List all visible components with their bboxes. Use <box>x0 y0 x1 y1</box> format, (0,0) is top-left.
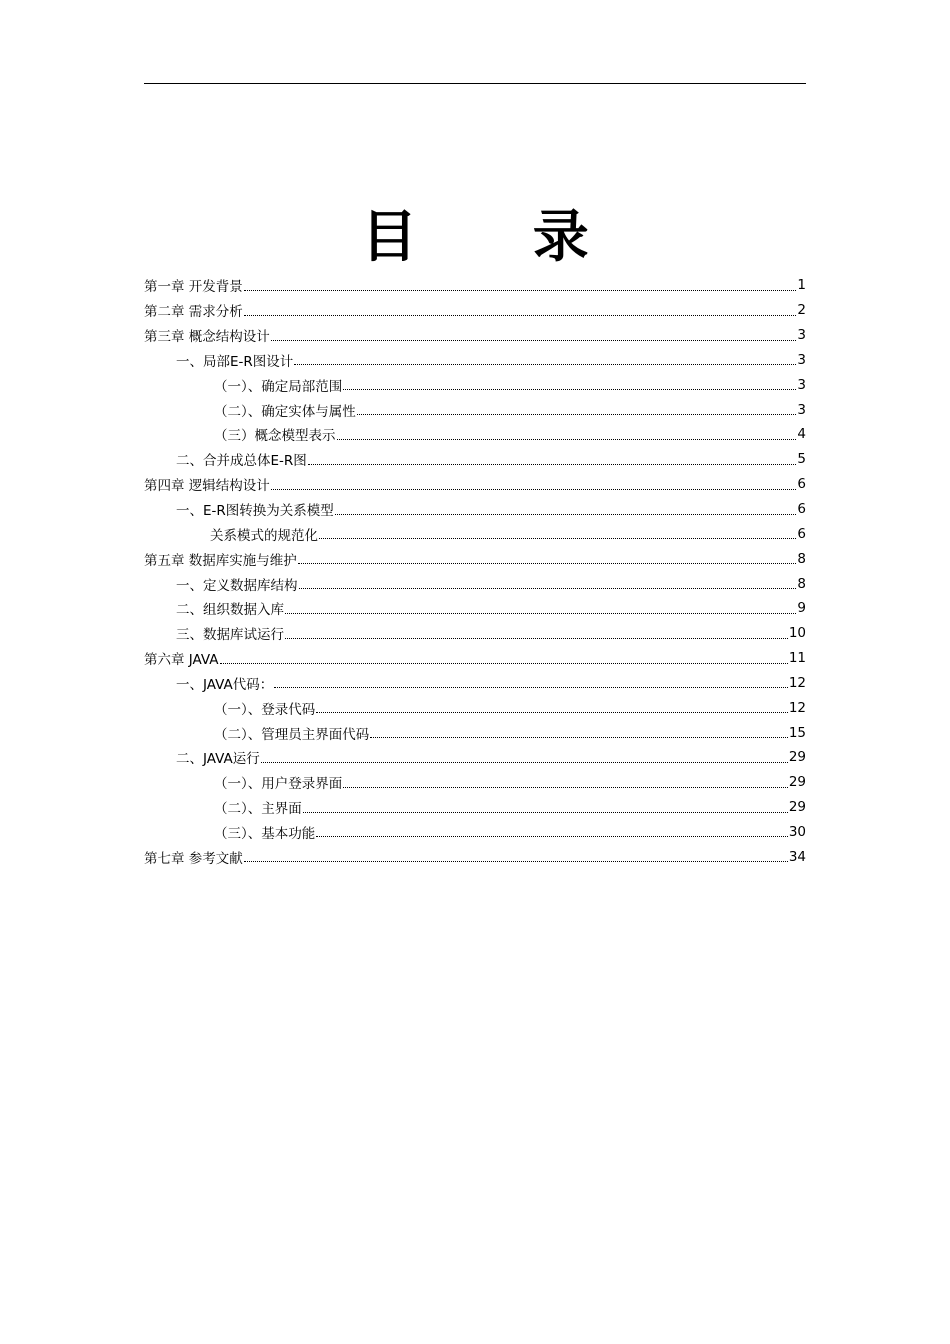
toc-page-number: 11 <box>788 650 806 667</box>
toc-page-number: 6 <box>797 525 806 542</box>
toc-page-number: 8 <box>797 575 806 592</box>
toc-entry[interactable] <box>144 348 806 373</box>
toc-entry-text: （三）概念模型表示 <box>214 428 336 445</box>
toc-entry[interactable] <box>144 646 806 671</box>
toc-dot-leader <box>343 389 796 390</box>
toc-dot-leader <box>316 836 788 837</box>
toc-page-number: 3 <box>797 376 806 393</box>
toc-dot-leader <box>319 538 796 539</box>
toc-list <box>144 273 806 869</box>
toc-dot-leader <box>294 364 796 365</box>
toc-entry-text: 第七章 参考文献 <box>144 850 243 867</box>
toc-entry-text: 二、组织数据入库 <box>176 602 284 619</box>
toc-entry[interactable] <box>144 571 806 596</box>
page-title: 目 录 <box>361 204 637 270</box>
toc-entry-text: 二、合并成总体E-R图 <box>176 453 307 470</box>
toc-dot-leader <box>335 514 797 515</box>
toc-entry-text: 一、E-R图转换为关系模型 <box>176 503 334 520</box>
toc-page-number: 2 <box>797 302 806 319</box>
toc-entry[interactable] <box>144 795 806 820</box>
toc-entry[interactable] <box>144 472 806 497</box>
toc-page-number: 6 <box>797 476 806 493</box>
toc-page-number: 15 <box>788 724 806 741</box>
toc-dot-leader <box>244 861 788 862</box>
header-rule <box>144 83 806 84</box>
toc-page-number: 3 <box>797 401 806 418</box>
toc-page-number: 3 <box>797 351 806 368</box>
toc-dot-leader <box>285 613 796 614</box>
toc-entry[interactable] <box>144 720 806 745</box>
toc-entry-text: （三）、基本功能 <box>214 825 316 842</box>
toc-entry[interactable] <box>144 770 806 795</box>
toc-entry-text: 一、定义数据库结构 <box>176 577 298 594</box>
toc-entry[interactable] <box>144 447 806 472</box>
toc-dot-leader <box>298 563 797 564</box>
toc-entry[interactable] <box>144 596 806 621</box>
toc-entry[interactable] <box>144 497 806 522</box>
toc-entry-text: 关系模式的规范化 <box>210 527 318 544</box>
toc-dot-leader <box>299 588 797 589</box>
toc-page-number: 8 <box>797 550 806 567</box>
toc-dot-leader <box>303 812 788 813</box>
toc-entry[interactable] <box>144 372 806 397</box>
toc-entry[interactable] <box>144 273 806 298</box>
toc-dot-leader <box>357 414 797 415</box>
toc-dot-leader <box>220 663 788 664</box>
toc-entry-text: 第二章 需求分析 <box>144 304 243 321</box>
toc-entry[interactable] <box>144 745 806 770</box>
toc-entry-text: （一）、用户登录界面 <box>214 776 343 793</box>
toc-page-number: 29 <box>788 749 806 766</box>
toc-dot-leader <box>337 439 797 440</box>
toc-entry-text: 第六章 JAVA <box>144 652 219 669</box>
toc-page-number: 6 <box>797 501 806 518</box>
toc-page-number: 4 <box>797 426 806 443</box>
toc-entry-text: （二）、确定实体与属性 <box>214 403 356 420</box>
toc-dot-leader <box>271 340 797 341</box>
toc-entry-text: 二、JAVA运行 <box>176 751 260 768</box>
toc-dot-leader <box>261 762 788 763</box>
toc-entry-text: 第五章 数据库实施与维护 <box>144 552 297 569</box>
toc-entry-text: （二）、主界面 <box>214 801 302 818</box>
toc-dot-leader <box>308 464 797 465</box>
toc-page-number: 29 <box>788 799 806 816</box>
toc-entry-text: 三、数据库试运行 <box>176 627 284 644</box>
toc-page-number: 5 <box>797 451 806 468</box>
toc-entry[interactable] <box>144 844 806 869</box>
toc-dot-leader <box>244 290 797 291</box>
toc-page-number: 1 <box>797 277 806 294</box>
toc-page-number: 30 <box>788 823 806 840</box>
toc-entry[interactable] <box>144 671 806 696</box>
toc-entry[interactable] <box>144 298 806 323</box>
toc-entry[interactable] <box>144 323 806 348</box>
toc-entry-text: 第四章 逻辑结构设计 <box>144 478 270 495</box>
toc-dot-leader <box>343 787 788 788</box>
toc-page-number: 10 <box>788 625 806 642</box>
toc-page-number: 3 <box>797 327 806 344</box>
toc-entry[interactable] <box>144 695 806 720</box>
toc-dot-leader <box>274 687 788 688</box>
toc-entry[interactable] <box>144 397 806 422</box>
toc-page-number: 34 <box>788 848 806 865</box>
toc-entry[interactable] <box>144 422 806 447</box>
toc-entry-text: （二）、管理员主界面代码 <box>214 726 370 743</box>
toc-page-number: 9 <box>797 600 806 617</box>
toc-entry[interactable] <box>144 621 806 646</box>
toc-dot-leader <box>285 638 788 639</box>
toc-entry[interactable] <box>144 521 806 546</box>
toc-entry-text: 第三章 概念结构设计 <box>144 329 270 346</box>
toc-entry[interactable] <box>144 546 806 571</box>
toc-entry-text: 一、局部E-R图设计 <box>176 353 294 370</box>
toc-dot-leader <box>316 712 788 713</box>
toc-dot-leader <box>244 315 797 316</box>
toc-page-number: 12 <box>788 699 806 716</box>
toc-entry-text: 第一章 开发背景 <box>144 279 243 296</box>
toc-entry-text: （一）、确定局部范围 <box>214 378 343 395</box>
toc-entry[interactable] <box>144 820 806 845</box>
toc-dot-leader <box>370 737 788 738</box>
toc-dot-leader <box>271 489 797 490</box>
toc-entry-text: 一、JAVA代码： <box>176 676 274 693</box>
toc-page-number: 12 <box>788 674 806 691</box>
toc-entry-text: （一）、登录代码 <box>214 701 316 718</box>
toc-page-number: 29 <box>788 774 806 791</box>
